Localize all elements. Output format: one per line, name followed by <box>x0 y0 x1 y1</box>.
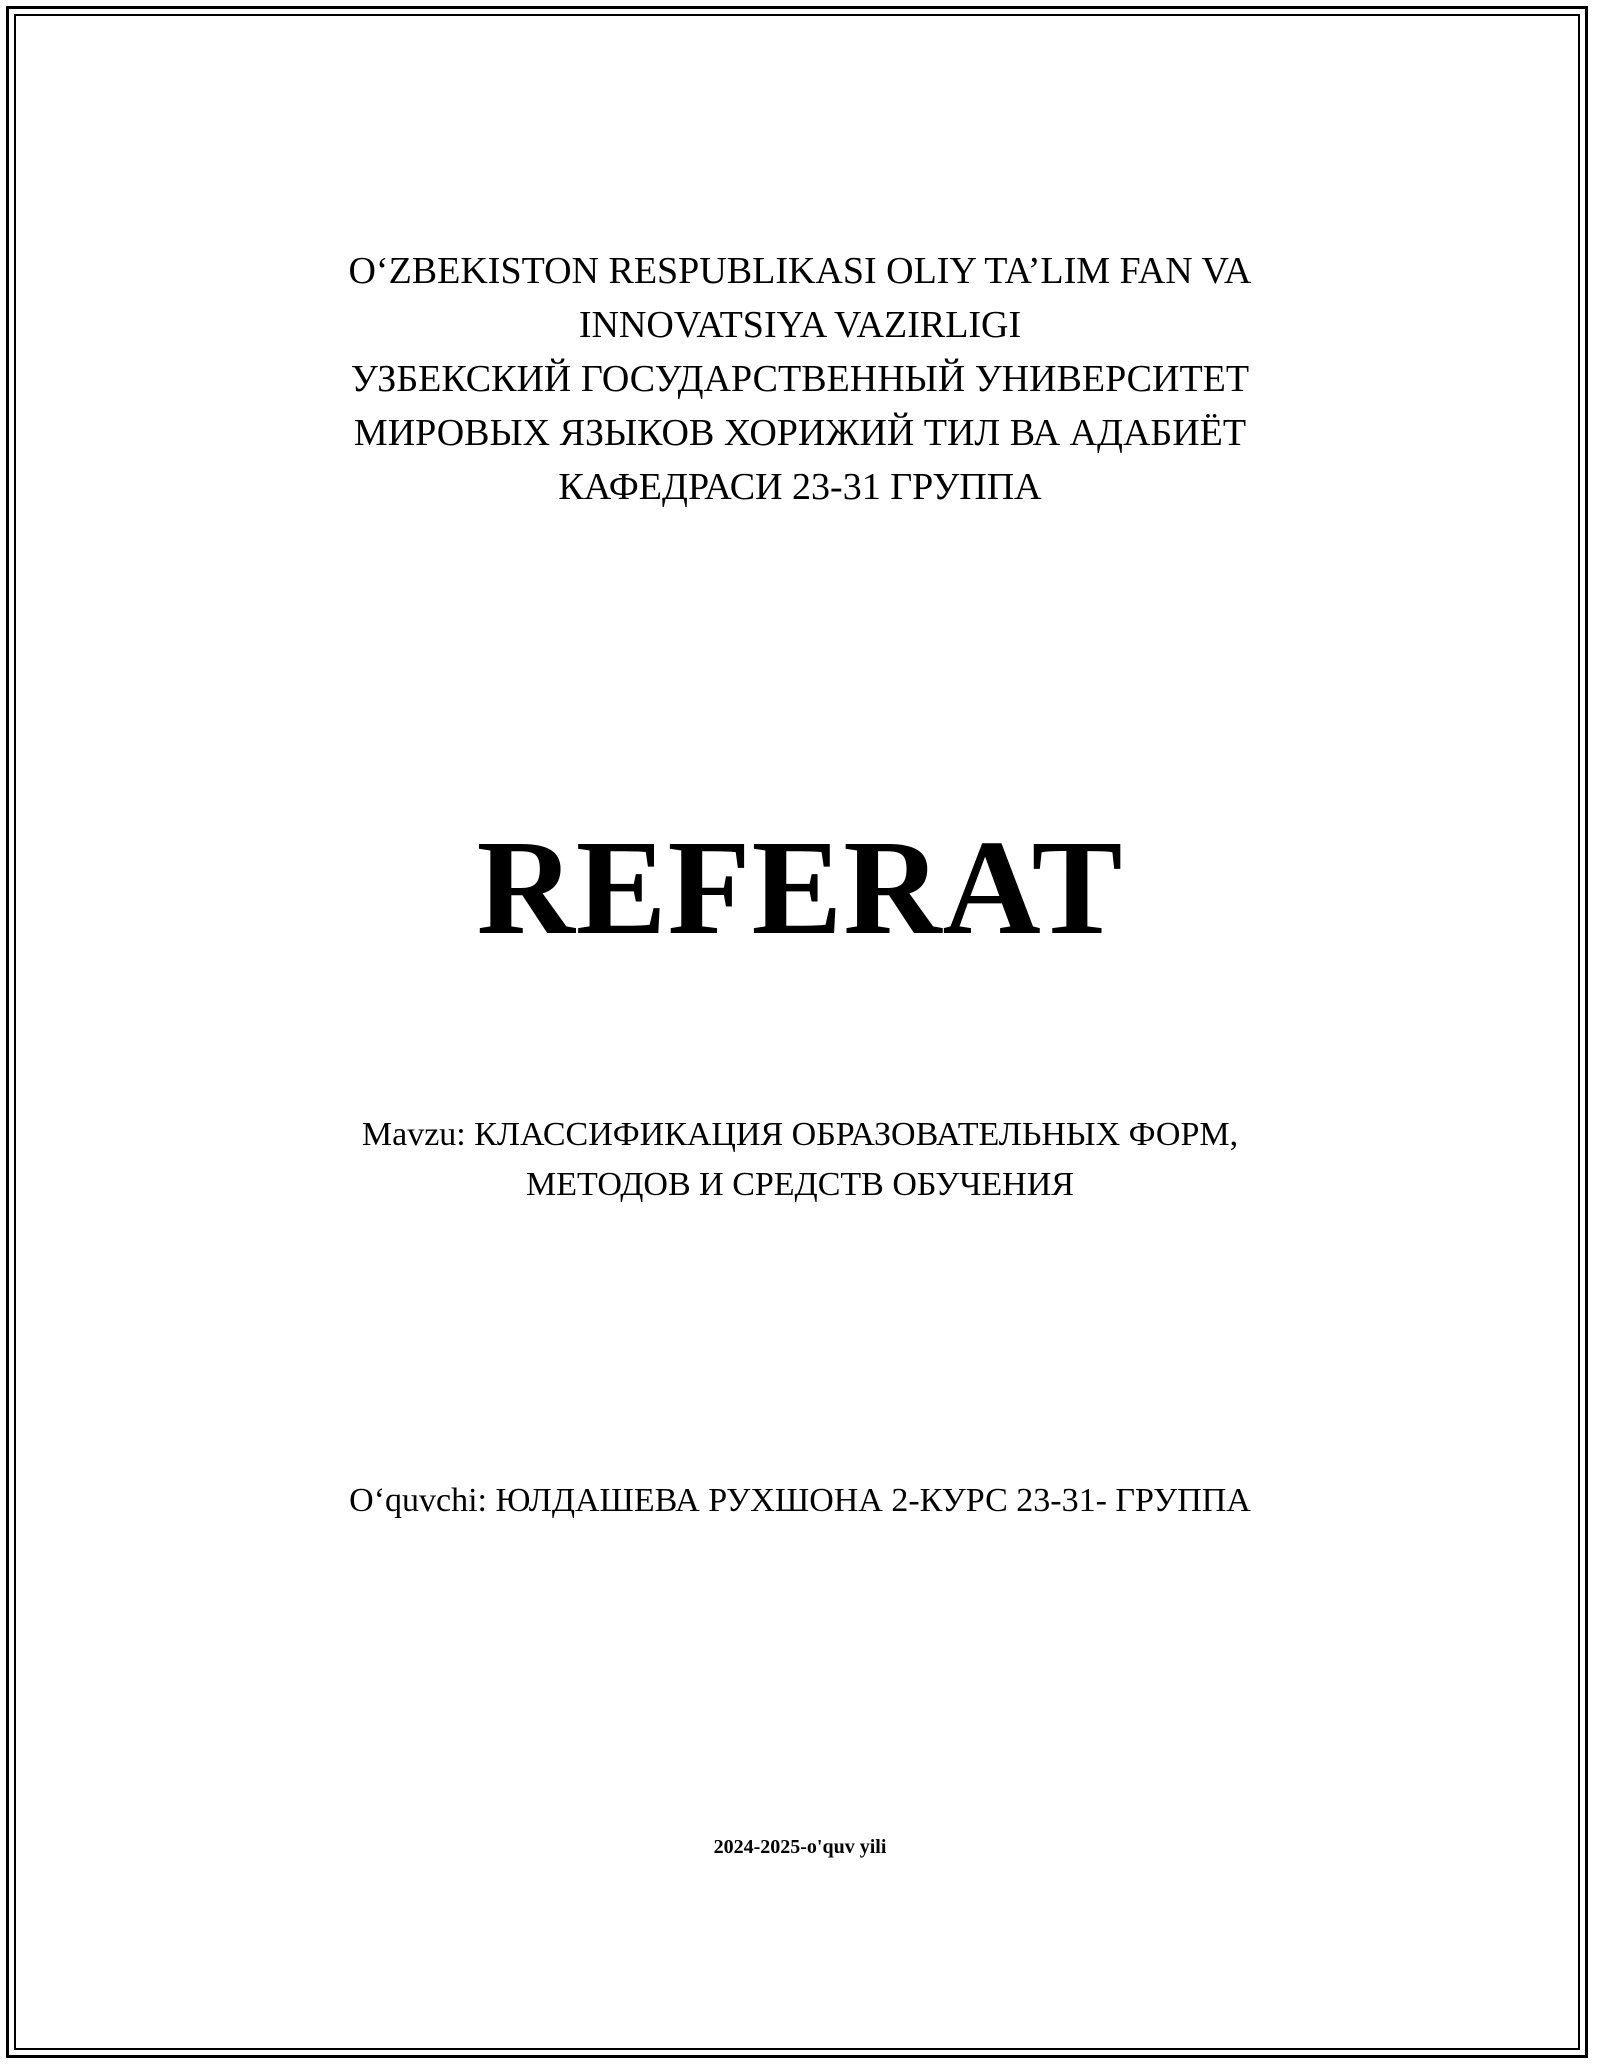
topic-block <box>0 1110 1600 1210</box>
header-line-3: УЗБЕКСКИЙ ГОСУДАРСТВЕННЫЙ УНИВЕРСИТЕТ <box>350 358 1250 400</box>
academic-year: 2024-2025-o'quv yili <box>713 1836 887 1858</box>
header-line-4: МИРОВЫХ ЯЗЫКОВ ХОРИЖИЙ ТИЛ ВА АДАБИЁТ <box>353 412 1247 454</box>
topic-line-1: Mavzu: КЛАССИФИКАЦИЯ ОБРАЗОВАТЕЛЬНЫХ ФОРМ, <box>361 1116 1239 1153</box>
document-title: REFERAT <box>476 813 1124 963</box>
institution-header <box>0 244 1600 514</box>
header-line-2: INNOVATSIYA VAZIRLIGI <box>578 304 1022 346</box>
header-line-5: КАФЕДРАСИ 23-31 ГРУППА <box>558 466 1042 508</box>
student-line: O‘quvchi: ЮЛДАШЕВА РУХШОНА 2-КУРС 23-31- ГРУППА <box>349 1482 1251 1519</box>
header-line-1: O‘ZBEKISTON RESPUBLIKASI OLIY TA’LIM FAN VA <box>348 250 1252 292</box>
topic-line-2: МЕТОДОВ И СРЕДСТВ ОБУЧЕНИЯ <box>526 1166 1074 1203</box>
